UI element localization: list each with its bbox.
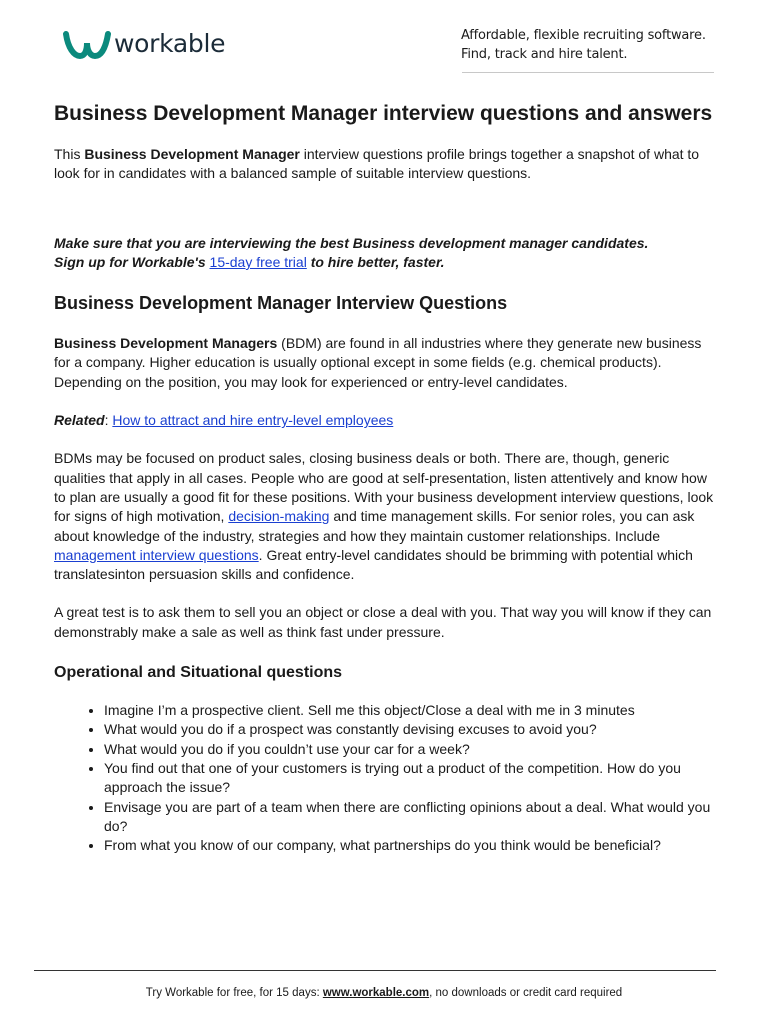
page-title: Business Development Manager interview questions and answers <box>54 102 713 125</box>
bdm-bold: Business Development Managers <box>54 335 278 352</box>
free-trial-link[interactable]: 15-day free trial <box>209 253 307 270</box>
list-item: • What would you do if a prospect was constantly devising excuses to avoid you? <box>104 720 718 739</box>
page-header <box>0 0 768 74</box>
cta-line1: Make sure that you are interviewing the best Business development manager candidates. <box>54 234 649 251</box>
entry-level-link[interactable]: How to attract and hire entry-level employees <box>112 412 394 429</box>
intro-paragraph <box>54 145 718 184</box>
intro-post: interview questions profile brings together a snapshot of what to look for in candidates with a balanced sample of suitable interview questions. <box>54 146 700 182</box>
qualities-part3: . Great entry-level candidates should be brimming with potential which translatesinton persuasion skills and confidence. <box>54 546 693 583</box>
related-line <box>54 411 718 430</box>
qualities-part1: BDMs may be focused on product sales, closing business deals or both. There are, though, generic qualities that apply in all cases. People who are good at self-presentation, listen attentively and know how to plan are usually a good fit for these positions. With your business development interview questions, look for signs of high motivation, <box>54 450 714 525</box>
bdm-paragraph <box>54 334 718 392</box>
tagline-line1: Affordable, flexible recruiting software. <box>461 28 706 43</box>
bdm-rest: (BDM) are found in all industries where they generate new business for a company. Higher education is usually optional except in some fields (e.g. chemical products). Depending on the position, you may look for experienced or entry-level candidates. <box>54 335 702 390</box>
management-questions-link[interactable]: management interview questions <box>54 546 259 563</box>
tagline-line2: Find, track and hire talent. <box>461 47 628 62</box>
qualities-part2: and time management skills. For senior roles, you can ask about knowledge of the industry, strategies and how they maintain customer relationships. Include <box>54 508 695 544</box>
logo-text: workable <box>114 28 226 58</box>
cta-line2-post: to hire better, faster. <box>306 253 445 270</box>
related-colon: : <box>104 412 113 429</box>
intro-bold: Business Development Manager <box>84 146 300 162</box>
related-label: Related <box>54 412 105 429</box>
test-paragraph: A great test is to ask them to sell you an object or close a deal with you. That way you will know if they can demonstrably make a sale as well as think fast under pressure. <box>54 604 712 640</box>
header-divider <box>462 72 714 73</box>
decision-making-link[interactable]: decision-making <box>228 508 330 525</box>
qualities-paragraph <box>54 449 718 584</box>
intro-pre: This <box>54 146 85 162</box>
section-heading: Business Development Manager Interview Questions <box>54 293 508 314</box>
list-item: • What would you do if you couldn’t use your car for a week? <box>104 740 718 759</box>
list-item: • Envisage you are part of a team when there are conflicting opinions about a deal. What would you do? <box>104 798 718 837</box>
list-item: • Imagine I’m a prospective client. Sell me this object/Close a deal with me in 3 minutes <box>104 701 718 720</box>
subsection-heading: Operational and Situational questions <box>54 664 343 682</box>
footer-pre: Try Workable for free, for 15 days: <box>145 987 323 999</box>
page-footer <box>0 987 768 999</box>
footer-link[interactable]: www.workable.com <box>322 987 430 999</box>
list-item: • You find out that one of your customers is trying out a product of the competition. How do you approach the issue? <box>104 759 718 798</box>
cta-paragraph <box>54 234 718 273</box>
list-item: • From what you know of our company, what partnerships do you think would be beneficial? <box>104 836 718 855</box>
questions-list <box>54 701 718 855</box>
footer-post: , no downloads or credit card required <box>429 987 623 999</box>
workable-logo[interactable] <box>62 26 225 60</box>
header-tagline <box>461 26 706 64</box>
workable-logo-icon <box>62 26 112 60</box>
cta-line2-pre: Sign up for Workable's <box>54 253 210 270</box>
document-body <box>54 98 718 855</box>
footer-divider <box>34 970 716 971</box>
